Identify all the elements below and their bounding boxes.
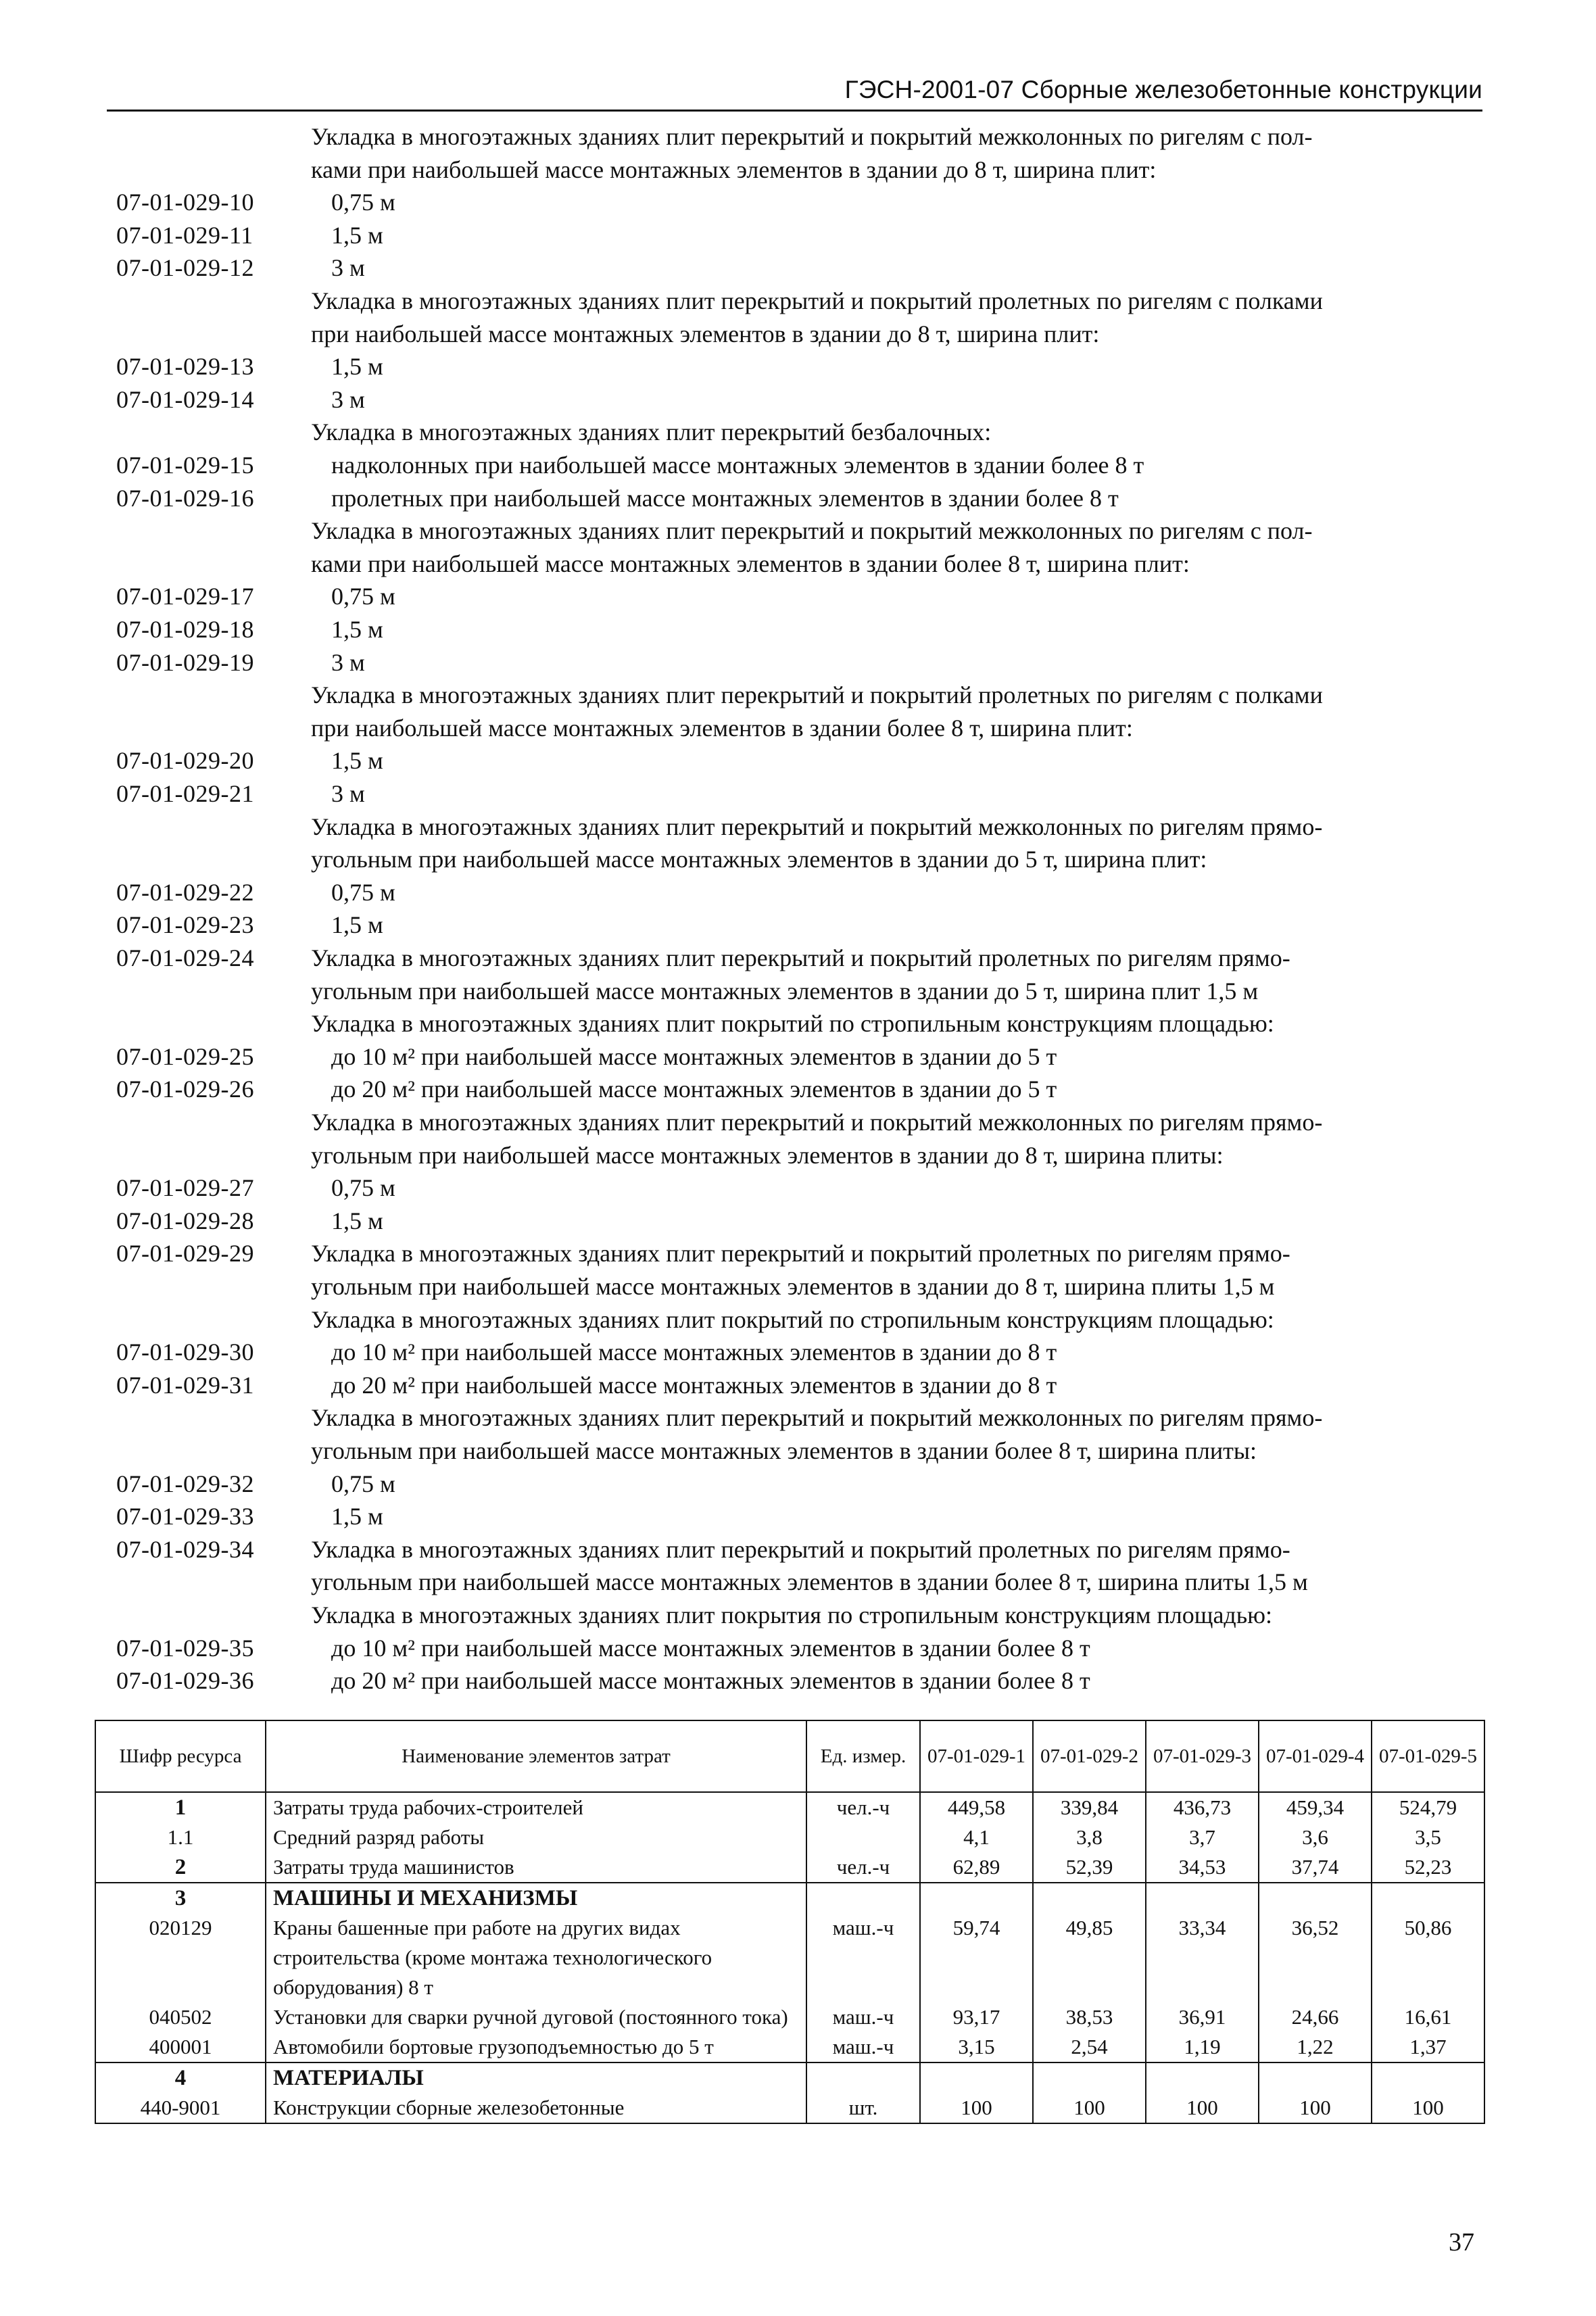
row-value: 339,84 bbox=[1033, 1792, 1146, 1823]
norm-heading-text: Укладка в многоэтажных зданиях плит перекрытий и покрытий пролетных по ригелям прямо- bbox=[311, 1240, 1290, 1267]
header-col-3: 07-01-029-3 bbox=[1146, 1720, 1259, 1792]
norm-item-text: 0,75 м bbox=[331, 1174, 395, 1201]
row-code: 020129 bbox=[95, 1913, 266, 2002]
section-title: МАТЕРИАЛЫ bbox=[266, 2062, 806, 2093]
norm-code: 07-01-029-27 bbox=[116, 1174, 254, 1201]
norm-code: 07-01-029-14 bbox=[116, 386, 254, 413]
header-rule bbox=[107, 110, 1482, 112]
norm-item-text: до 20 м² при наибольшей массе монтажных элементов в здании более 8 т bbox=[331, 1667, 1090, 1694]
norm-heading-text: ками при наибольшей массе монтажных элементов в здании более 8 т, ширина плит: bbox=[311, 550, 1190, 577]
norm-heading-text: угольным при наибольшей массе монтажных элементов в здании до 5 т, ширина плит 1,5 м bbox=[311, 978, 1259, 1005]
header-code: Шифр ресурса bbox=[95, 1720, 266, 1792]
row-value: 449,58 bbox=[920, 1792, 1033, 1823]
section-code: 3 bbox=[95, 1883, 266, 1913]
row-value: 33,34 bbox=[1146, 1913, 1259, 2002]
row-unit: шт. bbox=[806, 2093, 920, 2123]
header-col-2: 07-01-029-2 bbox=[1033, 1720, 1146, 1792]
header-col-5: 07-01-029-5 bbox=[1372, 1720, 1484, 1792]
norm-code: 07-01-029-33 bbox=[116, 1503, 254, 1530]
norm-heading-text: Укладка в многоэтажных зданиях плит перекрытий и покрытий межколонных по ригелям прямо- bbox=[311, 813, 1323, 840]
row-unit: маш.-ч bbox=[806, 2032, 920, 2062]
row-code: 1 bbox=[95, 1792, 266, 1823]
norm-item-text: 0,75 м bbox=[331, 189, 395, 216]
row-value: 49,85 bbox=[1033, 1913, 1146, 2002]
norm-code: 07-01-029-23 bbox=[116, 911, 254, 938]
norm-item-text: надколонных при наибольшей массе монтажных элементов в здании более 8 т bbox=[331, 452, 1144, 479]
norm-code: 07-01-029-22 bbox=[116, 879, 254, 906]
norm-code: 07-01-029-20 bbox=[116, 747, 254, 774]
norm-item-text: до 20 м² при наибольшей массе монтажных элементов в здании до 5 т bbox=[331, 1076, 1057, 1103]
norm-heading-text: угольным при наибольшей массе монтажных элементов в здании до 8 т, ширина плиты 1,5 м bbox=[311, 1273, 1275, 1300]
row-value: 100 bbox=[1259, 2093, 1372, 2123]
norm-heading-text: угольным при наибольшей массе монтажных элементов в здании более 8 т, ширина плиты 1,5 м bbox=[311, 1568, 1308, 1595]
norm-code: 07-01-029-19 bbox=[116, 649, 254, 676]
norm-item-text: 3 м bbox=[331, 780, 365, 807]
norm-heading-text: Укладка в многоэтажных зданиях плит покрытия по стропильным конструкциям площадью: bbox=[311, 1601, 1273, 1629]
row-name: Автомобили бортовые грузоподъемностью до 5 т bbox=[266, 2032, 806, 2062]
norm-heading-text: при наибольшей массе монтажных элементов в здании более 8 т, ширина плит: bbox=[311, 715, 1133, 742]
row-value: 50,86 bbox=[1372, 1913, 1484, 2002]
row-value: 100 bbox=[1033, 2093, 1146, 2123]
row-value: 3,5 bbox=[1372, 1823, 1484, 1852]
table-row bbox=[95, 2002, 1484, 2032]
row-name: Затраты труда рабочих-строителей bbox=[266, 1792, 806, 1823]
row-value: 3,8 bbox=[1033, 1823, 1146, 1852]
norm-item-text: 1,5 м bbox=[331, 1207, 383, 1234]
row-unit: чел.-ч bbox=[806, 1852, 920, 1883]
row-value: 62,89 bbox=[920, 1852, 1033, 1883]
row-code: 440-9001 bbox=[95, 2093, 266, 2123]
norm-heading-text: Укладка в многоэтажных зданиях плит перекрытий безбалочных: bbox=[311, 418, 992, 445]
norm-heading-text: угольным при наибольшей массе монтажных элементов в здании до 8 т, ширина плиты: bbox=[311, 1142, 1224, 1169]
norm-heading-text: Укладка в многоэтажных зданиях плит перекрытий и покрытий пролетных по ригелям с полками bbox=[311, 681, 1323, 708]
norm-item-text: 1,5 м bbox=[331, 616, 383, 643]
norm-heading-text: Укладка в многоэтажных зданиях плит покрытий по стропильным конструкциям площадью: bbox=[311, 1010, 1274, 1037]
section-title: МАШИНЫ И МЕХАНИЗМЫ bbox=[266, 1883, 806, 1913]
table-row bbox=[95, 1823, 1484, 1852]
row-value: 100 bbox=[1146, 2093, 1259, 2123]
norm-item-text: 0,75 м bbox=[331, 879, 395, 906]
norm-code: 07-01-029-18 bbox=[116, 616, 254, 643]
norm-code: 07-01-029-29 bbox=[116, 1240, 254, 1267]
norm-item-text: пролетных при наибольшей массе монтажных элементов в здании более 8 т bbox=[331, 485, 1119, 512]
norm-heading-text: Укладка в многоэтажных зданиях плит перекрытий и покрытий пролетных по ригелям с полками bbox=[311, 287, 1323, 314]
row-value: 100 bbox=[920, 2093, 1033, 2123]
norm-code: 07-01-029-17 bbox=[116, 583, 254, 610]
norm-item-text: до 10 м² при наибольшей массе монтажных элементов в здании до 5 т bbox=[331, 1043, 1057, 1070]
row-value: 1,37 bbox=[1372, 2032, 1484, 2062]
row-code: 2 bbox=[95, 1852, 266, 1883]
row-value: 100 bbox=[1372, 2093, 1484, 2123]
page-number: 37 bbox=[1449, 2228, 1474, 2257]
norm-heading-text: угольным при наибольшей массе монтажных элементов в здании до 5 т, ширина плит: bbox=[311, 846, 1207, 873]
norm-heading-text: при наибольшей массе монтажных элементов в здании до 8 т, ширина плит: bbox=[311, 320, 1100, 347]
row-name: Затраты труда машинистов bbox=[266, 1852, 806, 1883]
table-row bbox=[95, 1913, 1484, 2002]
norm-item-text: 1,5 м bbox=[331, 222, 383, 249]
norm-code: 07-01-029-24 bbox=[116, 944, 254, 971]
row-name: Краны башенные при работе на других видах строительства (кроме монтажа технологического оборудования) 8 т bbox=[266, 1913, 806, 2002]
norm-code: 07-01-029-36 bbox=[116, 1667, 254, 1694]
norm-item-text: 1,5 м bbox=[331, 747, 383, 774]
norm-code: 07-01-029-15 bbox=[116, 452, 254, 479]
norm-item-text: 0,75 м bbox=[331, 583, 395, 610]
norm-code: 07-01-029-35 bbox=[116, 1635, 254, 1662]
row-value: 24,66 bbox=[1259, 2002, 1372, 2032]
row-value: 459,34 bbox=[1259, 1792, 1372, 1823]
norm-heading-text: угольным при наибольшей массе монтажных элементов в здании более 8 т, ширина плиты: bbox=[311, 1437, 1257, 1464]
norm-heading-text: Укладка в многоэтажных зданиях плит перекрытий и покрытий межколонных по ригелям прямо- bbox=[311, 1404, 1323, 1431]
row-code: 1.1 bbox=[95, 1823, 266, 1852]
row-name: Конструкции сборные железобетонные bbox=[266, 2093, 806, 2123]
table-row bbox=[95, 2093, 1484, 2123]
norm-heading-text: Укладка в многоэтажных зданиях плит перекрытий и покрытий пролетных по ригелям прямо- bbox=[311, 944, 1290, 971]
row-unit: чел.-ч bbox=[806, 1792, 920, 1823]
row-value: 59,74 bbox=[920, 1913, 1033, 2002]
row-value: 52,23 bbox=[1372, 1852, 1484, 1883]
row-value: 38,53 bbox=[1033, 2002, 1146, 2032]
norm-code: 07-01-029-11 bbox=[116, 222, 253, 249]
row-value: 2,54 bbox=[1033, 2032, 1146, 2062]
row-unit: маш.-ч bbox=[806, 2002, 920, 2032]
row-value: 436,73 bbox=[1146, 1792, 1259, 1823]
row-value: 524,79 bbox=[1372, 1792, 1484, 1823]
row-unit: маш.-ч bbox=[806, 1913, 920, 2002]
table-header-row bbox=[95, 1720, 1484, 1792]
norm-code: 07-01-029-32 bbox=[116, 1470, 254, 1497]
norm-heading-text: Укладка в многоэтажных зданиях плит перекрытий и покрытий межколонных по ригелям с пол- bbox=[311, 123, 1313, 150]
section-code: 4 bbox=[95, 2062, 266, 2093]
norm-code: 07-01-029-10 bbox=[116, 189, 254, 216]
row-value: 93,17 bbox=[920, 2002, 1033, 2032]
norm-item-text: 0,75 м bbox=[331, 1470, 395, 1497]
norm-heading-text: Укладка в многоэтажных зданиях плит перекрытий и покрытий межколонных по ригелям прямо- bbox=[311, 1109, 1323, 1136]
norm-code: 07-01-029-25 bbox=[116, 1043, 254, 1070]
table-section-row bbox=[95, 2062, 1484, 2093]
table-row bbox=[95, 1792, 1484, 1823]
header-name: Наименование элементов затрат bbox=[266, 1720, 806, 1792]
row-value: 4,1 bbox=[920, 1823, 1033, 1852]
header-col-1: 07-01-029-1 bbox=[920, 1720, 1033, 1792]
row-value: 3,6 bbox=[1259, 1823, 1372, 1852]
norm-item-text: 1,5 м bbox=[331, 1503, 383, 1530]
norm-heading-text: Укладка в многоэтажных зданиях плит покрытий по стропильным конструкциям площадью: bbox=[311, 1306, 1274, 1333]
header-unit: Ед. измер. bbox=[806, 1720, 920, 1792]
norm-code: 07-01-029-21 bbox=[116, 780, 254, 807]
row-value: 3,15 bbox=[920, 2032, 1033, 2062]
norm-item-text: до 20 м² при наибольшей массе монтажных элементов в здании до 8 т bbox=[331, 1372, 1057, 1399]
norm-item-text: 1,5 м bbox=[331, 911, 383, 938]
row-value: 34,53 bbox=[1146, 1852, 1259, 1883]
norm-heading-text: Укладка в многоэтажных зданиях плит перекрытий и покрытий пролетных по ригелям прямо- bbox=[311, 1536, 1290, 1563]
norm-code: 07-01-029-13 bbox=[116, 353, 254, 380]
table-row bbox=[95, 2032, 1484, 2062]
norm-heading-text: Укладка в многоэтажных зданиях плит перекрытий и покрытий межколонных по ригелям с пол- bbox=[311, 517, 1313, 544]
norm-code: 07-01-029-34 bbox=[116, 1536, 254, 1563]
row-value: 1,19 bbox=[1146, 2032, 1259, 2062]
norm-item-text: 1,5 м bbox=[331, 353, 383, 380]
row-value: 16,61 bbox=[1372, 2002, 1484, 2032]
row-code: 400001 bbox=[95, 2032, 266, 2062]
row-value: 36,91 bbox=[1146, 2002, 1259, 2032]
row-value: 36,52 bbox=[1259, 1913, 1372, 2002]
norm-code: 07-01-029-16 bbox=[116, 485, 254, 512]
running-title: ГЭСН-2001-07 Сборные железобетонные конструкции bbox=[844, 76, 1482, 103]
row-value: 3,7 bbox=[1146, 1823, 1259, 1852]
table-row bbox=[95, 1852, 1484, 1883]
row-name: Средний разряд работы bbox=[266, 1823, 806, 1852]
table-section-row bbox=[95, 1883, 1484, 1913]
norm-item-text: до 10 м² при наибольшей массе монтажных элементов в здании более 8 т bbox=[331, 1635, 1090, 1662]
header-col-4: 07-01-029-4 bbox=[1259, 1720, 1372, 1792]
norm-code: 07-01-029-26 bbox=[116, 1076, 254, 1103]
row-value: 37,74 bbox=[1259, 1852, 1372, 1883]
row-name: Установки для сварки ручной дуговой (постоянного тока) bbox=[266, 2002, 806, 2032]
norm-code: 07-01-029-12 bbox=[116, 254, 254, 281]
norm-item-text: до 10 м² при наибольшей массе монтажных элементов в здании до 8 т bbox=[331, 1338, 1057, 1366]
row-unit bbox=[806, 1823, 920, 1852]
norm-heading-text: ками при наибольшей массе монтажных элементов в здании до 8 т, ширина плит: bbox=[311, 156, 1157, 183]
norm-item-text: 3 м bbox=[331, 254, 365, 281]
norm-code: 07-01-029-30 bbox=[116, 1338, 254, 1366]
row-code: 040502 bbox=[95, 2002, 266, 2032]
resource-table bbox=[95, 1720, 1485, 2124]
norm-item-text: 3 м bbox=[331, 649, 365, 676]
norm-item-text: 3 м bbox=[331, 386, 365, 413]
norm-code: 07-01-029-31 bbox=[116, 1372, 254, 1399]
norm-code: 07-01-029-28 bbox=[116, 1207, 254, 1234]
row-value: 1,22 bbox=[1259, 2032, 1372, 2062]
row-value: 52,39 bbox=[1033, 1852, 1146, 1883]
